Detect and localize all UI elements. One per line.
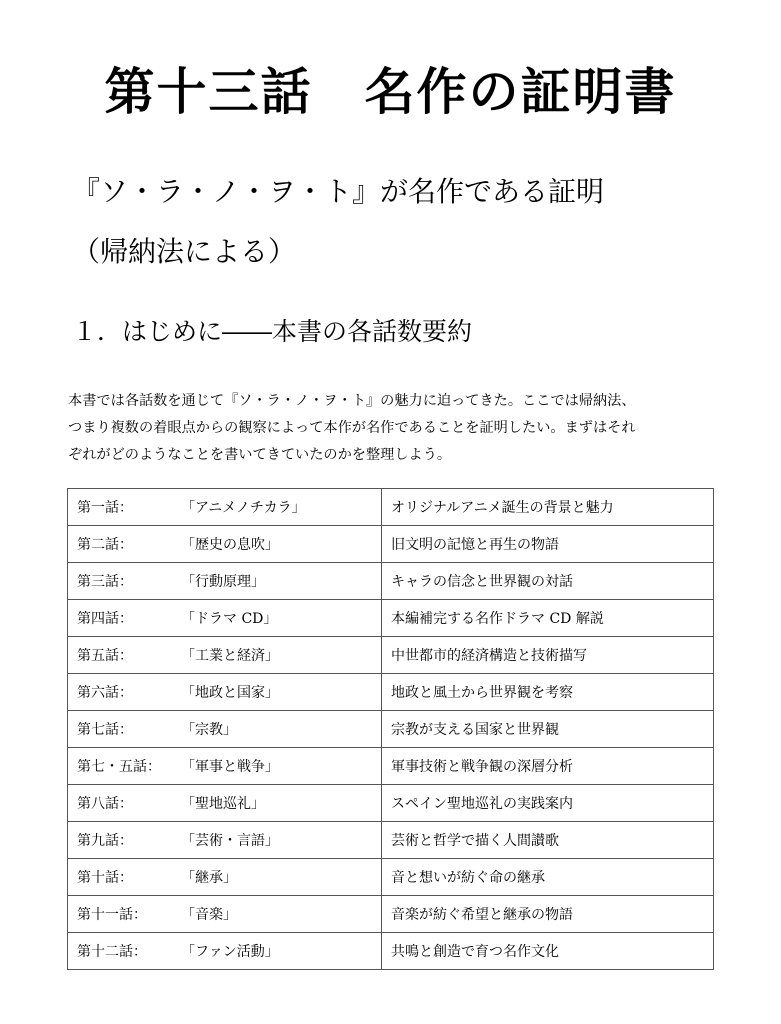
episode-cell xyxy=(68,711,382,748)
episode-cell xyxy=(68,896,382,933)
episode-title: 「芸術・言語」 xyxy=(181,833,279,849)
episode-title: 「歴史の息吹」 xyxy=(181,537,279,553)
episode-title: 「アニメノチカラ」 xyxy=(181,500,306,516)
episode-title: 「行動原理」 xyxy=(181,574,265,590)
episode-summary: 宗教が支える国家と世界観 xyxy=(382,711,714,748)
episode-number: 第九話： xyxy=(77,833,133,849)
episode-summary: 芸術と哲学で描く人間讃歌 xyxy=(382,822,714,859)
subtitle-line-2: （帰納法による） xyxy=(72,235,297,268)
table-row xyxy=(68,526,714,563)
episode-summary: 軍事技術と戦争観の深層分析 xyxy=(382,748,714,785)
table-row xyxy=(68,637,714,674)
episode-title: 「聖地巡礼」 xyxy=(181,796,265,812)
episode-title: 「継承」 xyxy=(181,870,237,886)
episode-title: 「宗教」 xyxy=(181,722,237,738)
episode-summary: スペイン聖地巡礼の実践案内 xyxy=(382,785,714,822)
episode-summary-table xyxy=(67,488,714,970)
episode-title: 「地政と国家」 xyxy=(181,685,279,701)
episode-number: 第四話： xyxy=(77,611,133,627)
episode-cell xyxy=(68,933,382,970)
episode-title: 「音楽」 xyxy=(181,907,237,923)
episode-summary: 本編補完する名作ドラマ CD 解説 xyxy=(382,600,714,637)
episode-cell xyxy=(68,785,382,822)
table-row xyxy=(68,711,714,748)
episode-cell xyxy=(68,526,382,563)
episode-title: 「工業と経済」 xyxy=(181,648,279,664)
episode-cell xyxy=(68,748,382,785)
episode-title: 「ファン活動」 xyxy=(181,944,279,960)
episode-summary: 音楽が紡ぐ希望と継承の物語 xyxy=(382,896,714,933)
subtitle-line-1: 『ソ・ラ・ノ・ヲ・ト』が名作である証明 xyxy=(72,175,605,208)
episode-cell xyxy=(68,600,382,637)
episode-title: 「軍事と戦争」 xyxy=(181,759,279,775)
episode-summary: キャラの信念と世界観の対話 xyxy=(382,563,714,600)
table-row xyxy=(68,859,714,896)
episode-cell xyxy=(68,563,382,600)
episode-number: 第十二話： xyxy=(77,944,147,960)
episode-cell xyxy=(68,822,382,859)
episode-number: 第一話： xyxy=(77,500,133,516)
intro-paragraph xyxy=(68,388,718,469)
table-row xyxy=(68,489,714,526)
intro-line: つまり複数の着眼点からの観察によって本作が名作であることを証明したい。まずはそれ xyxy=(68,420,636,436)
episode-summary: オリジナルアニメ誕生の背景と魅力 xyxy=(382,489,714,526)
episode-number: 第十一話： xyxy=(77,907,147,923)
page-title: 第十三話 名作の証明書 xyxy=(104,63,677,121)
episode-summary: 地政と風土から世界観を考察 xyxy=(382,674,714,711)
episode-number: 第十話： xyxy=(77,870,133,886)
intro-line: ぞれがどのようなことを書いてきていたのかを整理しよう。 xyxy=(68,447,452,463)
table-row xyxy=(68,933,714,970)
table-row xyxy=(68,896,714,933)
table-row xyxy=(68,785,714,822)
episode-cell xyxy=(68,489,382,526)
episode-summary: 中世都市的経済構造と技術描写 xyxy=(382,637,714,674)
episode-cell xyxy=(68,859,382,896)
episode-number: 第七・五話： xyxy=(77,759,161,775)
episode-summary: 音と想いが紡ぐ命の継承 xyxy=(382,859,714,896)
episode-number: 第六話： xyxy=(77,685,133,701)
table-row xyxy=(68,748,714,785)
episode-summary-body xyxy=(68,489,714,970)
episode-cell xyxy=(68,674,382,711)
table-row xyxy=(68,563,714,600)
episode-summary: 旧文明の記憶と再生の物語 xyxy=(382,526,714,563)
section-heading: １．はじめに――本書の各話数要約 xyxy=(72,317,473,346)
episode-number: 第八話： xyxy=(77,796,133,812)
episode-number: 第三話： xyxy=(77,574,133,590)
episode-number: 第七話： xyxy=(77,722,133,738)
table-row xyxy=(68,674,714,711)
episode-number: 第五話： xyxy=(77,648,133,664)
table-row xyxy=(68,822,714,859)
episode-number: 第二話： xyxy=(77,537,133,553)
episode-cell xyxy=(68,637,382,674)
intro-line: 本書では各話数を通じて『ソ・ラ・ノ・ヲ・ト』の魅力に迫ってきた。ここでは帰納法、 xyxy=(68,393,636,409)
episode-summary: 共鳴と創造で育つ名作文化 xyxy=(382,933,714,970)
table-row xyxy=(68,600,714,637)
episode-title: 「ドラマ CD」 xyxy=(181,611,278,627)
